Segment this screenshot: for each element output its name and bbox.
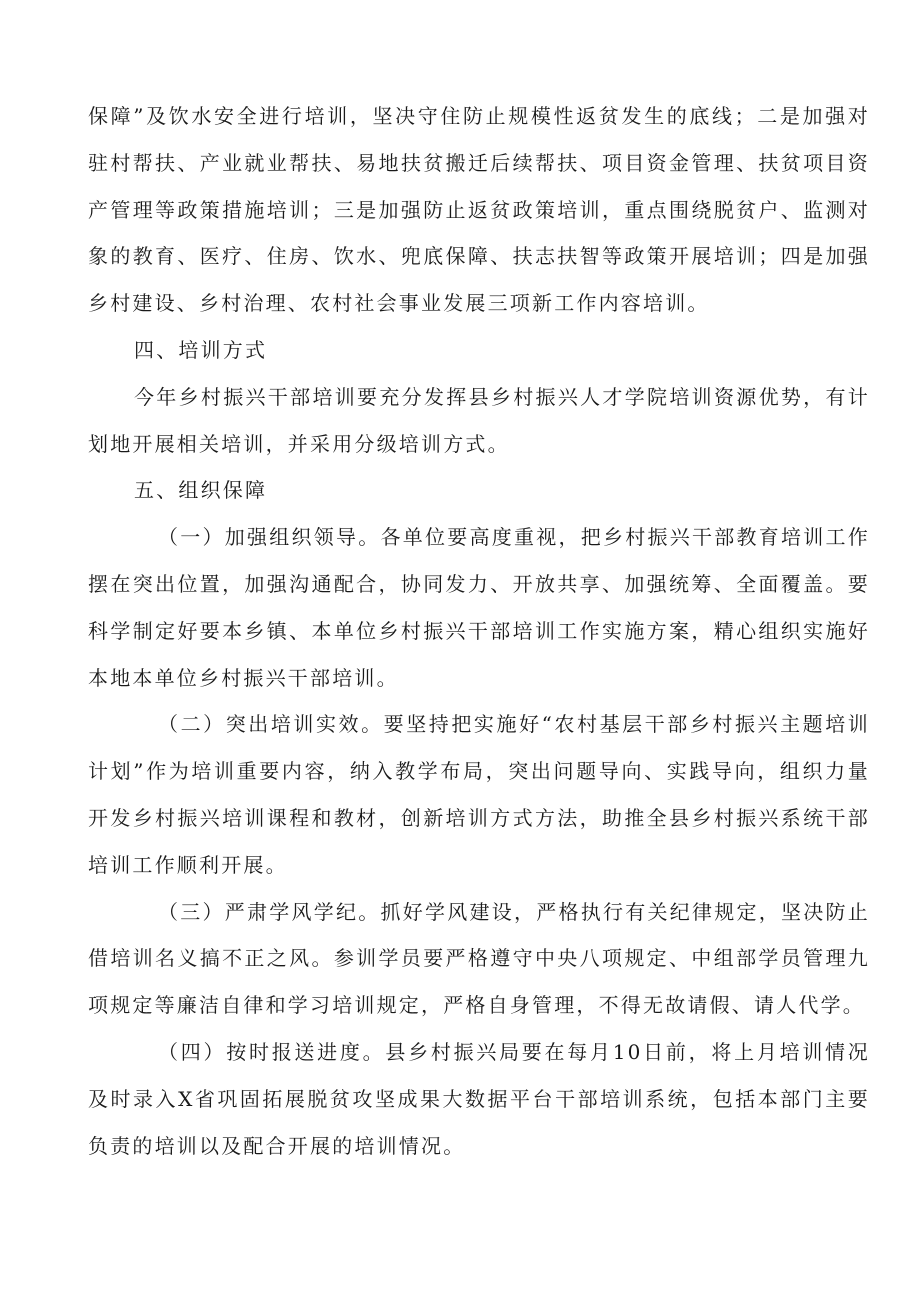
document-page <box>88 93 870 1169</box>
support-item-2: （二）突出培训实效。要坚持把实施好“农村基层干部乡村振兴主题培训计划”作为培训重要内容，纳入教学布局，突出问题导向、实践导向，组织力量开发乡村振兴培训课程和教材，创新培训方式方法，助推全县乡村振兴系统干部培训工作顺利开展。 <box>88 712 870 877</box>
support-item-3: （三）严肃学风学纪。抓好学风建设，严格执行有关纪律规定，坚决防止借培训名义搞不正之风。参训学员要严格遵守中央八项规定、中组部学员管理九项规定等廉洁自律和学习培训规定，严格自身管理，不得无故请假、请人代学。 <box>88 899 870 1018</box>
section-body-training-method: 今年乡村振兴干部培训要充分发挥县乡村振兴人才学院培训资源优势，有计划地开展相关培训，并采用分级培训方式。 <box>88 384 870 456</box>
section-heading-organizational-support: 五、组织保障 <box>134 478 268 503</box>
support-item-4: （四）按时报送进度。县乡村振兴局要在每月10日前，将上月培训情况及时录入X省巩固拓展脱贫攻坚成果大数据平台干部培训系统，包括本部门主要负责的培训以及配合开展的培训情况。 <box>88 1039 870 1158</box>
section-heading-training-method: 四、培训方式 <box>134 337 268 362</box>
continuation-paragraph: 保障”及饮水安全进行培训，坚决守住防止规模性返贫发生的底线；二是加强对驻村帮扶、产业就业帮扶、易地扶贫搬迁后续帮扶、项目资金管理、扶贫项目资产管理等政策措施培训；三是加强防止返贫政策培训，重点围绕脱贫户、监测对象的教育、医疗、住房、饮水、兜底保障、扶志扶智等政策开展培训；四是加强乡村建设、乡村治理、农村社会事业发展三项新工作内容培训。 <box>88 104 870 316</box>
support-item-1: （一）加强组织领导。各单位要高度重视，把乡村振兴干部教育培训工作摆在突出位置，加强沟通配合，协同发力、开放共享、加强统筹、全面覆盖。要科学制定好要本乡镇、本单位乡村振兴干部培训工作实施方案，精心组织实施好本地本单位乡村振兴干部培训。 <box>88 525 870 690</box>
